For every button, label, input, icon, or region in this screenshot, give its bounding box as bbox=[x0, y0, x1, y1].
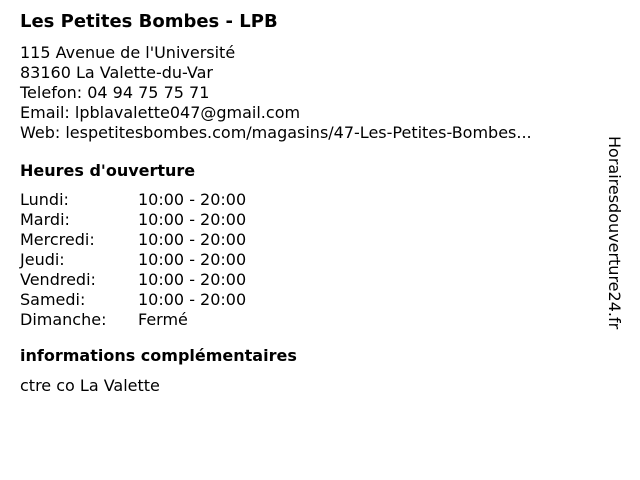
hours-row-mardi bbox=[20, 210, 600, 230]
hours-time: Fermé bbox=[138, 310, 188, 329]
hours-row-mercredi bbox=[20, 230, 600, 250]
email-line: Email: lpblavalette047@gmail.com bbox=[20, 103, 301, 122]
business-name: Les Petites Bombes - LPB bbox=[20, 11, 278, 32]
hours-day: Mardi: bbox=[20, 210, 70, 229]
city-address: 83160 La Valette-du-Var bbox=[20, 63, 213, 82]
phone-line: Telefon: 04 94 75 75 71 bbox=[20, 83, 210, 102]
hours-table bbox=[20, 190, 600, 330]
street-address: 115 Avenue de l'Université bbox=[20, 43, 236, 62]
hours-heading: Heures d'ouverture bbox=[20, 161, 196, 180]
hours-row-jeudi bbox=[20, 250, 600, 270]
info-heading: informations complémentaires bbox=[20, 346, 297, 365]
hours-day: Dimanche: bbox=[20, 310, 107, 329]
hours-time: 10:00 - 20:00 bbox=[138, 270, 247, 289]
hours-row-vendredi bbox=[20, 270, 600, 290]
business-card bbox=[20, 10, 600, 396]
contact-block bbox=[20, 43, 600, 143]
hours-row-lundi bbox=[20, 190, 600, 210]
hours-time: 10:00 - 20:00 bbox=[138, 210, 247, 229]
hours-day: Samedi: bbox=[20, 290, 86, 309]
hours-time: 10:00 - 20:00 bbox=[138, 230, 247, 249]
hours-time: 10:00 - 20:00 bbox=[138, 250, 247, 269]
hours-day: Jeudi: bbox=[20, 250, 65, 269]
site-watermark: Horairesdouverture24.fr bbox=[605, 136, 624, 330]
hours-day: Mercredi: bbox=[20, 230, 95, 249]
hours-day: Lundi: bbox=[20, 190, 69, 209]
hours-time: 10:00 - 20:00 bbox=[138, 290, 247, 309]
hours-row-samedi bbox=[20, 290, 600, 310]
info-text: ctre co La Valette bbox=[20, 376, 160, 395]
web-line: Web: lespetitesbombes.com/magasins/47-Les-Petites-Bombes... bbox=[20, 123, 532, 142]
hours-row-dimanche bbox=[20, 310, 600, 330]
hours-day: Vendredi: bbox=[20, 270, 96, 289]
hours-time: 10:00 - 20:00 bbox=[138, 190, 247, 209]
